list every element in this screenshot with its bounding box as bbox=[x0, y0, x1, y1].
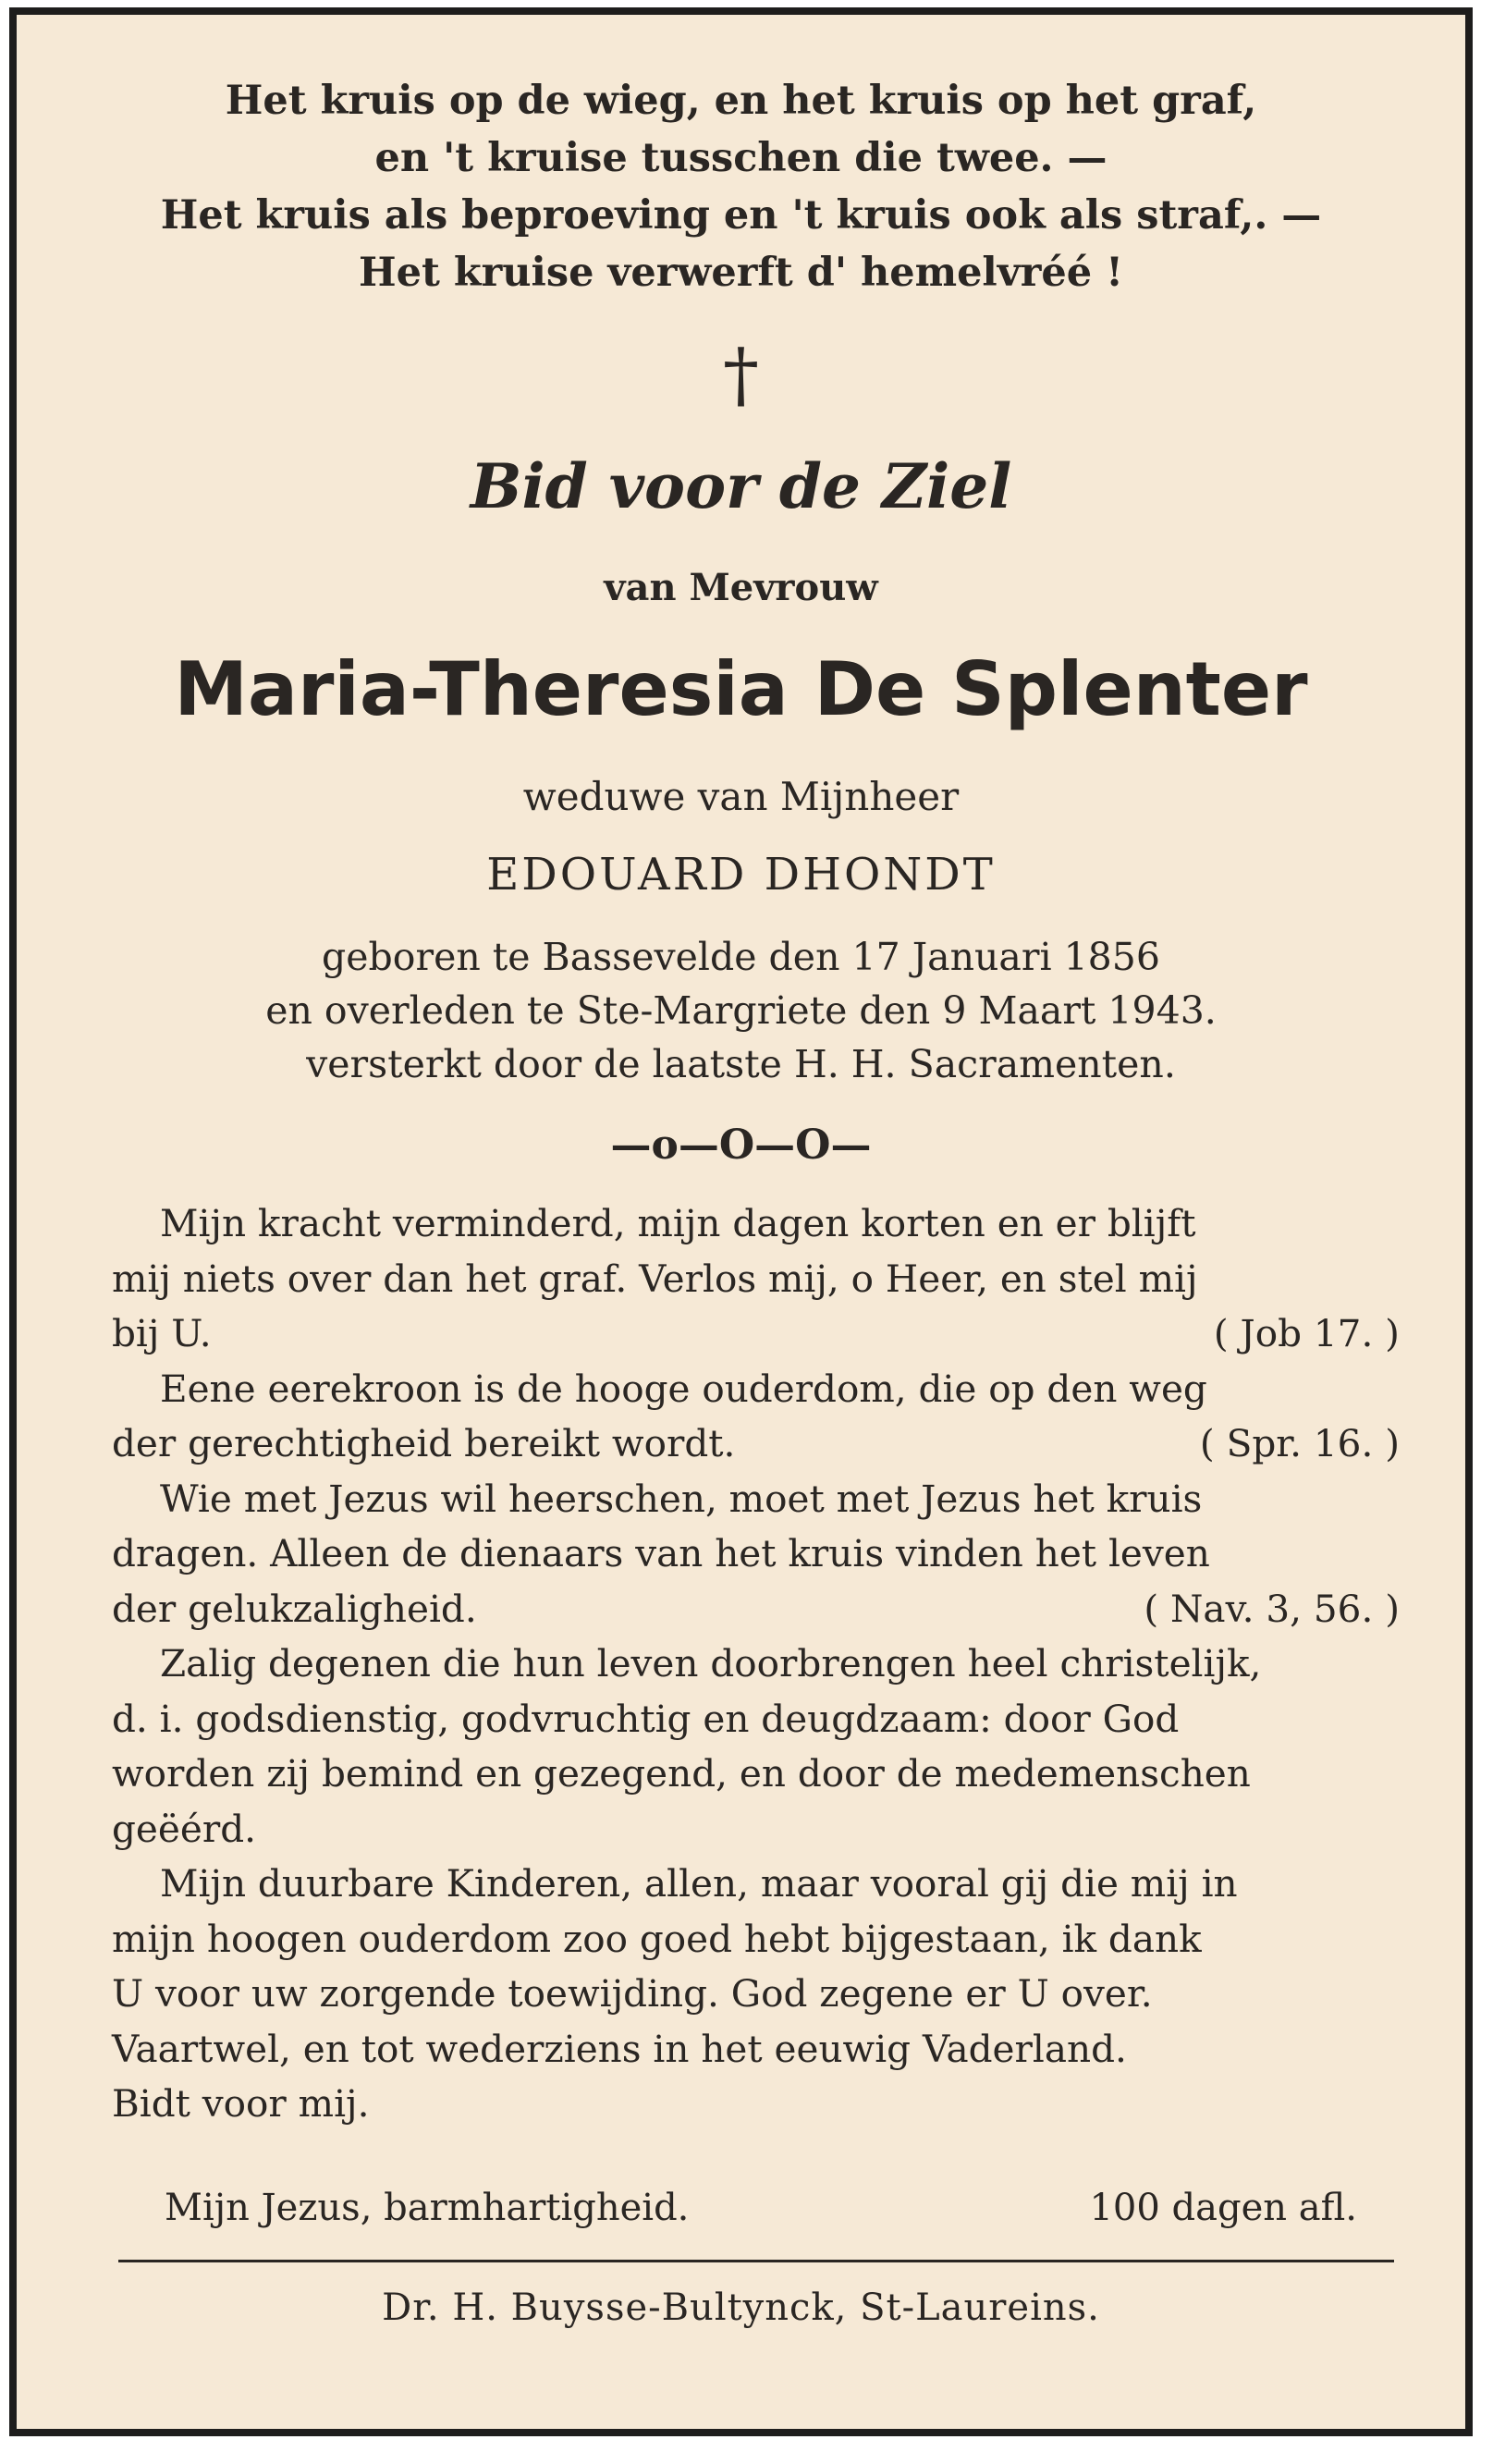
body-line: der gerechtigheid bereikt wordt. bbox=[112, 1421, 736, 1465]
body-line: d. i. godsdienstig, godvruchtig en deugdzaam: door God bbox=[112, 1696, 1180, 1741]
body-text bbox=[112, 1196, 1400, 2132]
death-line: en overleden te Ste-Margriete den 9 Maart 1943. bbox=[265, 988, 1217, 1033]
scripture-reference: ( Job 17. ) bbox=[1213, 1311, 1400, 1355]
memorial-card bbox=[9, 7, 1473, 2436]
body-line: Eene eerekroon is de hooge ouderdom, die op den weg bbox=[160, 1366, 1207, 1411]
body-line: der gelukzaligheid. bbox=[112, 1586, 477, 1631]
ejaculatory-prayer: Mijn Jezus, barmhartigheid. bbox=[165, 2187, 690, 2229]
body-line: Wie met Jezus wil heerschen, moet met Jezus het kruis bbox=[160, 1476, 1203, 1521]
body-line: mijn hoogen ouderdom zoo goed hebt bijgestaan, ik dank bbox=[112, 1916, 1202, 1961]
sacraments-line: versterkt door de laatste H. H. Sacramenten. bbox=[306, 1042, 1176, 1086]
body-line: worden zij bemind en gezegend, en door de medemenschen bbox=[112, 1751, 1251, 1796]
scripture-reference: ( Spr. 16. ) bbox=[1199, 1421, 1400, 1465]
scripture-reference: ( Nav. 3, 56. ) bbox=[1144, 1586, 1400, 1631]
husband-name: EDOUARD DHONDT bbox=[486, 849, 996, 901]
body-line: dragen. Alleen de dienaars van het kruis vinden het leven bbox=[112, 1531, 1210, 1575]
printer-credit: Dr. H. Buysse-Bultynck, St-Laureins. bbox=[382, 2286, 1100, 2329]
poem-line: en 't kruise tusschen die twee. — bbox=[374, 135, 1108, 181]
life-dates bbox=[17, 930, 1465, 1091]
body-line: Zalig degenen die hun leven doorbrengen heel christelijk, bbox=[160, 1641, 1262, 1686]
cross-icon: † bbox=[723, 334, 759, 417]
deceased-name: Maria-Theresia De Splenter bbox=[174, 646, 1308, 732]
body-line: bij U. bbox=[112, 1311, 212, 1355]
widow-label: weduwe van Mijnheer bbox=[522, 774, 960, 819]
divider bbox=[118, 2260, 1394, 2262]
prayer-row bbox=[165, 2182, 1357, 2234]
birth-line: geboren te Bassevelde den 17 Januari 1856 bbox=[322, 935, 1160, 979]
poem-line: Het kruis als beproeving en 't kruis ook als straf,. — bbox=[160, 192, 1322, 239]
poem-line: Het kruise verwerft d' hemelvréé ! bbox=[359, 250, 1123, 296]
body-line: U voor uw zorgende toewijding. God zegene er U over. bbox=[112, 1971, 1153, 2016]
ornament-separator: —o—O—O— bbox=[610, 1122, 872, 1169]
body-line: mij niets over dan het graf. Verlos mij, o Heer, en stel mij bbox=[112, 1256, 1198, 1301]
van-label: van Mevrouw bbox=[604, 566, 878, 609]
poem-line: Het kruis op de wieg, en het kruis op het graf, bbox=[225, 78, 1257, 124]
body-line: Bidt voor mij. bbox=[112, 2081, 370, 2126]
body-line: geëérd. bbox=[112, 1806, 256, 1851]
body-line: Mijn duurbare Kinderen, allen, maar vooral gij die mij in bbox=[160, 1861, 1238, 1906]
body-line: Vaartwel, en tot wederziens in het eeuwig Vaderland. bbox=[112, 2026, 1127, 2071]
prayer-heading: Bid voor de Ziel bbox=[470, 450, 1012, 522]
poem bbox=[17, 72, 1465, 301]
body-line: Mijn kracht verminderd, mijn dagen korten en er blijft bbox=[160, 1201, 1196, 1245]
indulgence-note: 100 dagen afl. bbox=[1089, 2187, 1357, 2229]
